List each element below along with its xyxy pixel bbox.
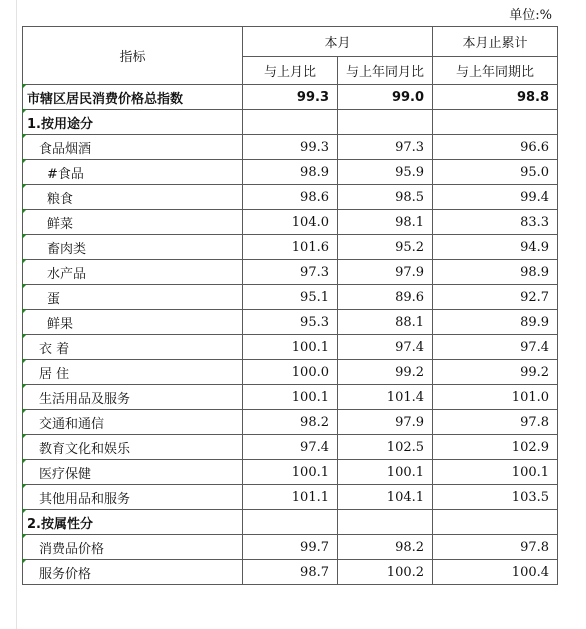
cell-marker-icon: [22, 259, 27, 264]
row-label: 鲜菜: [23, 210, 243, 235]
row-label: 消费品价格: [23, 535, 243, 560]
cell-value: 97.8: [433, 410, 558, 435]
cell-value: 104.0: [243, 210, 338, 235]
row-label: 1.按用途分: [23, 110, 243, 135]
cell-value: 100.4: [433, 560, 558, 585]
cell-value: 95.2: [338, 235, 433, 260]
cell-value: 100.1: [243, 385, 338, 410]
cell-value: 98.1: [338, 210, 433, 235]
cell-value: 102.5: [338, 435, 433, 460]
cell-value: 95.3: [243, 310, 338, 335]
cell-marker-icon: [22, 134, 27, 139]
header-indicator: 指标: [23, 27, 243, 85]
cell-value: 99.2: [433, 360, 558, 385]
cell-value: 96.6: [433, 135, 558, 160]
cell-marker-icon: [22, 459, 27, 464]
cell-value: 95.0: [433, 160, 558, 185]
cell-marker-icon: [22, 559, 27, 564]
cell-marker-icon: [22, 159, 27, 164]
cell-value: 97.8: [433, 535, 558, 560]
cell-value: 101.4: [338, 385, 433, 410]
cell-marker-icon: [22, 384, 27, 389]
cell-value: 97.9: [338, 410, 433, 435]
cell-marker-icon: [22, 434, 27, 439]
cell-value: 98.9: [243, 160, 338, 185]
header-vs-same-period-last-year: 与上年同期比: [433, 57, 558, 85]
cell-value: 99.2: [338, 360, 433, 385]
cell-value: 89.9: [433, 310, 558, 335]
row-label: 教育文化和娱乐: [23, 435, 243, 460]
cell-value: [243, 510, 338, 535]
cell-value: [433, 110, 558, 135]
table-row[interactable]: [23, 385, 558, 410]
row-label: 交通和通信: [23, 410, 243, 435]
row-label: 医疗保健: [23, 460, 243, 485]
table-row[interactable]: [23, 210, 558, 235]
cell-value: 100.1: [338, 460, 433, 485]
cell-value: 97.3: [243, 260, 338, 285]
cell-value: 97.4: [338, 335, 433, 360]
header-cumulative: 本月止累计: [433, 27, 558, 57]
cell-value: 101.1: [243, 485, 338, 510]
cell-value: 103.5: [433, 485, 558, 510]
row-label: 衣 着: [23, 335, 243, 360]
cell-value: 99.7: [243, 535, 338, 560]
row-label: 畜肉类: [23, 235, 243, 260]
cell-marker-icon: [22, 484, 27, 489]
cell-value: 102.9: [433, 435, 558, 460]
cell-value: [433, 510, 558, 535]
row-label: 居 住: [23, 360, 243, 385]
row-label: 生活用品及服务: [23, 385, 243, 410]
cell-marker-icon: [22, 84, 27, 89]
row-label: 市辖区居民消费价格总指数: [23, 85, 243, 110]
table-row[interactable]: [23, 235, 558, 260]
cell-value: 100.2: [338, 560, 433, 585]
cell-value: [243, 110, 338, 135]
cell-value: 97.9: [338, 260, 433, 285]
cell-value: 100.1: [243, 460, 338, 485]
cell-value: 100.0: [243, 360, 338, 385]
table-row[interactable]: [23, 135, 558, 160]
cell-marker-icon: [22, 409, 27, 414]
cell-value: 104.1: [338, 485, 433, 510]
cpi-table: [22, 26, 558, 585]
cell-value: 95.1: [243, 285, 338, 310]
cell-value: 94.9: [433, 235, 558, 260]
header-vs-same-month-last-year: 与上年同月比: [338, 57, 433, 85]
cell-value: 97.4: [433, 335, 558, 360]
cell-value: 100.1: [433, 460, 558, 485]
cell-marker-icon: [22, 209, 27, 214]
header-vs-last-month: 与上月比: [243, 57, 338, 85]
row-label: 鲜果: [23, 310, 243, 335]
table-row[interactable]: [23, 410, 558, 435]
cell-value: 98.7: [243, 560, 338, 585]
table-row[interactable]: [23, 310, 558, 335]
cell-value: 99.0: [338, 85, 433, 110]
row-label: 其他用品和服务: [23, 485, 243, 510]
cell-value: 92.7: [433, 285, 558, 310]
cell-marker-icon: [22, 309, 27, 314]
cell-value: 98.6: [243, 185, 338, 210]
cell-value: 97.4: [243, 435, 338, 460]
cell-value: 101.6: [243, 235, 338, 260]
row-label: 2.按属性分: [23, 510, 243, 535]
header-this-month: 本月: [243, 27, 433, 57]
cell-value: 99.4: [433, 185, 558, 210]
row-label: 服务价格: [23, 560, 243, 585]
table-row[interactable]: [23, 360, 558, 385]
cell-value: 83.3: [433, 210, 558, 235]
cell-value: 101.0: [433, 385, 558, 410]
cell-value: 98.9: [433, 260, 558, 285]
cell-value: [338, 110, 433, 135]
cell-marker-icon: [22, 334, 27, 339]
row-label: 水产品: [23, 260, 243, 285]
table-row[interactable]: [23, 460, 558, 485]
cell-marker-icon: [22, 534, 27, 539]
cell-marker-icon: [22, 509, 27, 514]
table-row[interactable]: [23, 160, 558, 185]
cell-value: 95.9: [338, 160, 433, 185]
table-row[interactable]: [23, 85, 558, 110]
table-row[interactable]: [23, 485, 558, 510]
cell-value: 88.1: [338, 310, 433, 335]
cell-value: [338, 510, 433, 535]
table-row[interactable]: [23, 560, 558, 585]
cell-value: 98.8: [433, 85, 558, 110]
cell-value: 98.2: [338, 535, 433, 560]
cell-value: 98.2: [243, 410, 338, 435]
row-label: #食品: [23, 160, 243, 185]
unit-label: 单位:%: [509, 8, 552, 23]
row-label: 食品烟酒: [23, 135, 243, 160]
table-row[interactable]: [23, 335, 558, 360]
cell-value: 99.3: [243, 85, 338, 110]
cell-value: 99.3: [243, 135, 338, 160]
cell-value: 89.6: [338, 285, 433, 310]
cell-value: 100.1: [243, 335, 338, 360]
table-row[interactable]: [23, 110, 558, 135]
cell-marker-icon: [22, 284, 27, 289]
table-row[interactable]: [23, 435, 558, 460]
cell-marker-icon: [22, 234, 27, 239]
table-row[interactable]: [23, 510, 558, 535]
row-label: 粮食: [23, 185, 243, 210]
table-row[interactable]: [23, 285, 558, 310]
table-row[interactable]: [23, 185, 558, 210]
table-row[interactable]: [23, 535, 558, 560]
cell-marker-icon: [22, 184, 27, 189]
cell-value: 98.5: [338, 185, 433, 210]
grid-line: [16, 0, 17, 629]
cell-marker-icon: [22, 109, 27, 114]
row-label: 蛋: [23, 285, 243, 310]
cell-value: 97.3: [338, 135, 433, 160]
table-row[interactable]: [23, 260, 558, 285]
cell-marker-icon: [22, 359, 27, 364]
